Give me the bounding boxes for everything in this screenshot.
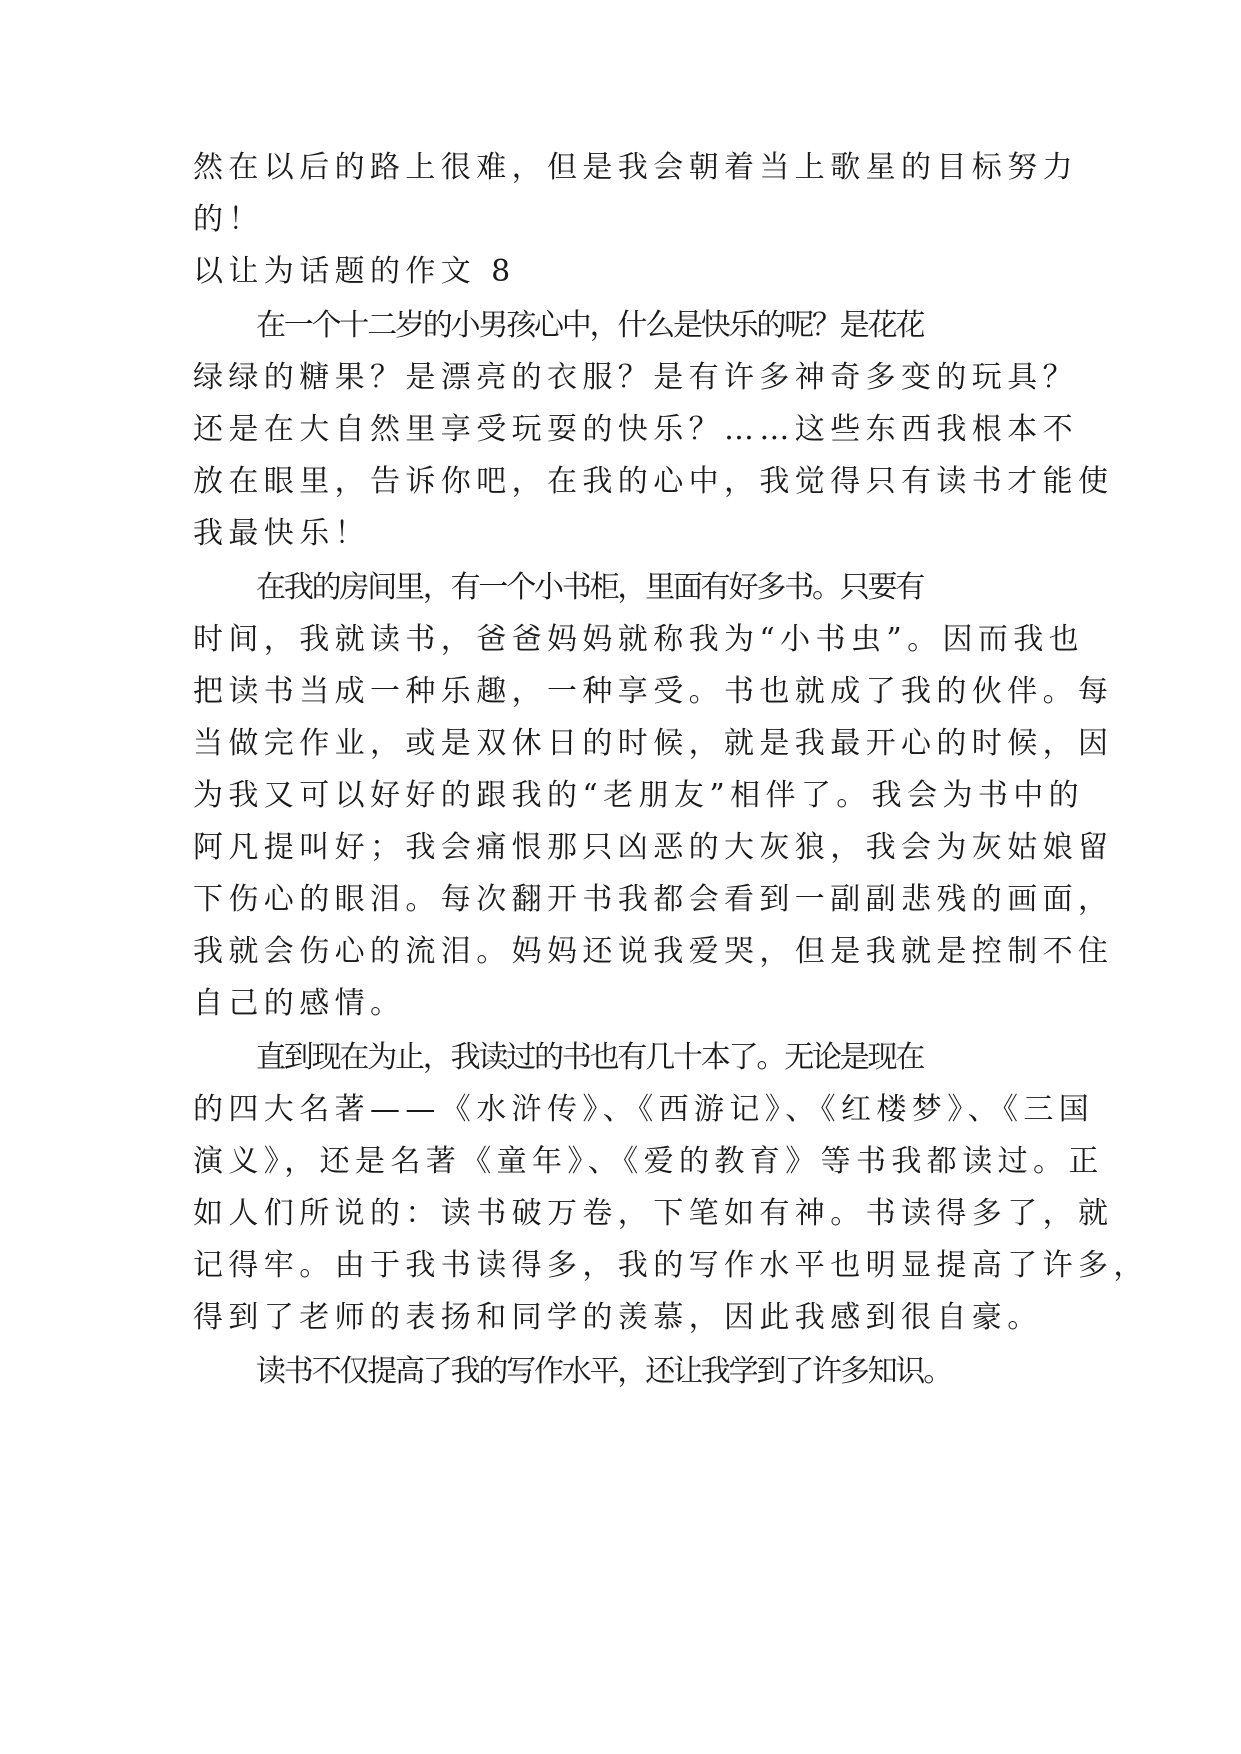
text-line: 的！ [193, 202, 264, 237]
paragraph-line: 在我的房间里，有一个小书柜，里面有好多书。只要有 [256, 570, 924, 605]
text-line: 然在以后的路上很难，但是我会朝着当上歌星的目标努力 [193, 150, 1078, 185]
paragraph-line: 直到现在为止，我读过的书也有几十本了。无论是现在 [256, 1040, 924, 1075]
paragraph-line: 得到了老师的表扬和同学的羡慕，因此我感到很自豪。 [193, 1300, 1043, 1335]
paragraph-line: 如人们所说的：读书破万卷，下笔如有神。书读得多了，就 [193, 1196, 1114, 1231]
paragraph-line: 记得牢。由于我书读得多，我的写作水平也明显提高了许多， [193, 1248, 1149, 1283]
paragraph-line: 我就会伤心的流泪。妈妈还说我爱哭，但是我就是控制不住 [193, 934, 1114, 969]
paragraph-line: 演义》，还是名著《童年》、《爱的教育》等书我都读过。正 [193, 1144, 1104, 1179]
essay-title: 以让为话题的作文 8 [193, 254, 516, 289]
paragraph-line: 时间，我就读书，爸爸妈妈就称我为“小书虫”。因而我也 [193, 622, 1085, 657]
paragraph-line: 在一个十二岁的小男孩心中，什么是快乐的呢？是花花 [256, 308, 924, 343]
paragraph-line: 还是在大自然里享受玩耍的快乐？……这些东西我根本不 [193, 412, 1078, 447]
paragraph-line: 当做完作业，或是双休日的时候，就是我最开心的时候，因 [193, 726, 1114, 761]
paragraph-line: 读书不仅提高了我的写作水平，还让我学到了许多知识。 [256, 1354, 951, 1389]
paragraph-line: 阿凡提叫好；我会痛恨那只凶恶的大灰狼，我会为灰姑娘留 [193, 830, 1114, 865]
paragraph-line: 绿绿的糖果？是漂亮的衣服？是有许多神奇多变的玩具？ [193, 360, 1078, 395]
paragraph-line: 放在眼里，告诉你吧，在我的心中，我觉得只有读书才能使 [193, 464, 1114, 499]
paragraph-line: 自己的感情。 [193, 986, 406, 1021]
paragraph-line: 为我又可以好好的跟我的“老朋友”相伴了。我会为书中的 [193, 778, 1085, 813]
paragraph-line: 下伤心的眼泪。每次翻开书我都会看到一副副悲残的画面， [193, 882, 1114, 917]
paragraph-line: 我最快乐！ [193, 516, 370, 551]
paragraph-line: 把读书当成一种乐趣，一种享受。书也就成了我的伙伴。每 [193, 674, 1114, 709]
paragraph-line: 的四大名著——《水浒传》、《西游记》、《红楼梦》、《三国 [193, 1092, 1095, 1127]
